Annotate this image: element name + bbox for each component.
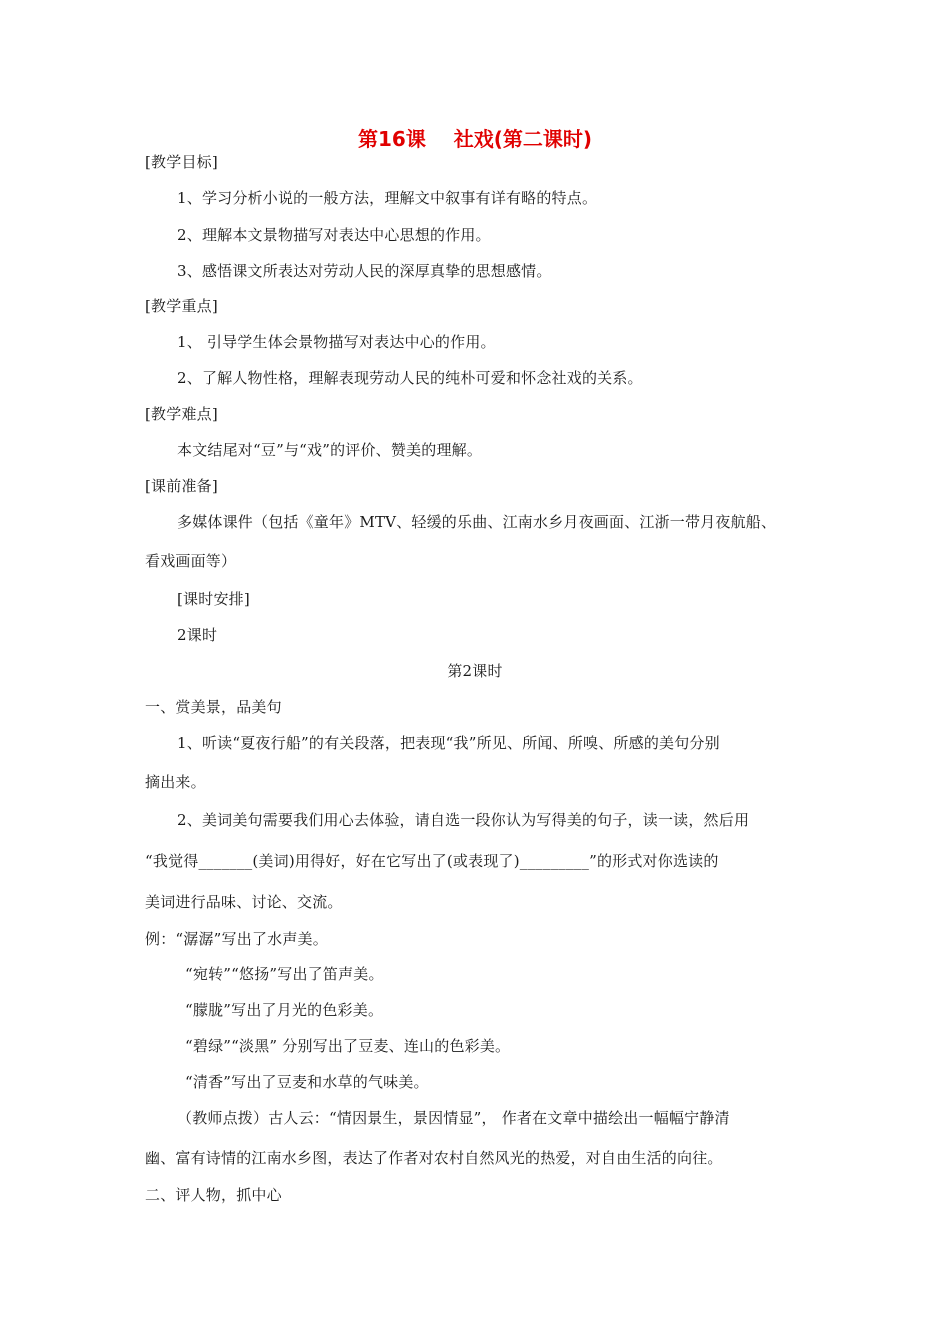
objective-2: 2、理解本文景物描写对表达中心思想的作用。: [177, 226, 491, 244]
key-point-1: 1、 引导学生体会景物描写对表达中心的作用。: [177, 333, 496, 351]
key-point-2: 2、了解人物性格，理解表现劳动人民的纯朴可爱和怀念社戏的关系。: [177, 369, 643, 387]
section-heading-objectives: [教学目标]: [145, 153, 218, 171]
task-1-line-2: 摘出来。: [145, 773, 206, 791]
document-title: 第16课 社戏(第二课时): [358, 127, 592, 151]
example-1: 例：“潺潺”写出了水声美。: [145, 930, 328, 948]
teacher-note-line-2: 幽、富有诗情的江南水乡图，表达了作者对农村自然风光的热爱，对自由生活的向往。: [145, 1149, 723, 1167]
task-2-line-1: 2、美词美句需要我们用心去体验，请自选一段你认为写得美的句子，读一读，然后用: [177, 811, 750, 829]
section-heading-key-points: [教学重点]: [145, 297, 218, 315]
example-5: “清香”写出了豆麦和水草的气味美。: [185, 1073, 429, 1091]
section-heading-preparation: [课前准备]: [145, 477, 218, 495]
task-1-line-1: 1、听读“夏夜行船”的有关段落，把表现“我”所见、所闻、所嗅、所感的美句分别: [177, 734, 720, 752]
example-4: “碧绿”“淡黑” 分别写出了豆麦、连山的色彩美。: [185, 1037, 511, 1055]
preparation-text-line-1: 多媒体课件（包括《童年》MTV、轻缓的乐曲、江南水乡月夜画面、江浙一带月夜航船、: [177, 513, 777, 531]
objective-3: 3、感悟课文所表达对劳动人民的深厚真挚的思想感情。: [177, 262, 552, 280]
section-heading-difficulties: [教学难点]: [145, 405, 218, 423]
schedule-text: 2课时: [177, 626, 218, 644]
teacher-note-line-1: （教师点拨）古人云：“情因景生，景因情显”， 作者在文章中描绘出一幅幅宁静清: [177, 1109, 730, 1127]
example-3: “朦胧”写出了月光的色彩美。: [185, 1001, 384, 1019]
objective-1: 1、学习分析小说的一般方法，理解文中叙事有详有略的特点。: [177, 189, 598, 207]
task-2-line-3: 美词进行品味、讨论、交流。: [145, 893, 343, 911]
section-heading-schedule: [课时安排]: [177, 590, 250, 608]
part-two-heading: 二、评人物，抓中心: [145, 1186, 282, 1204]
preparation-text-line-2: 看戏画面等）: [145, 552, 237, 570]
part-one-heading: 一、赏美景，品美句: [145, 698, 282, 716]
lesson-period-heading: 第2课时: [447, 662, 503, 680]
example-2: “宛转”“悠扬”写出了笛声美。: [185, 965, 384, 983]
task-2-line-2: “我觉得_______(美词)用得好，好在它写出了(或表现了)_________”的形式对你选读的: [145, 852, 719, 870]
difficulty-text: 本文结尾对“豆”与“戏”的评价、赞美的理解。: [177, 441, 483, 459]
